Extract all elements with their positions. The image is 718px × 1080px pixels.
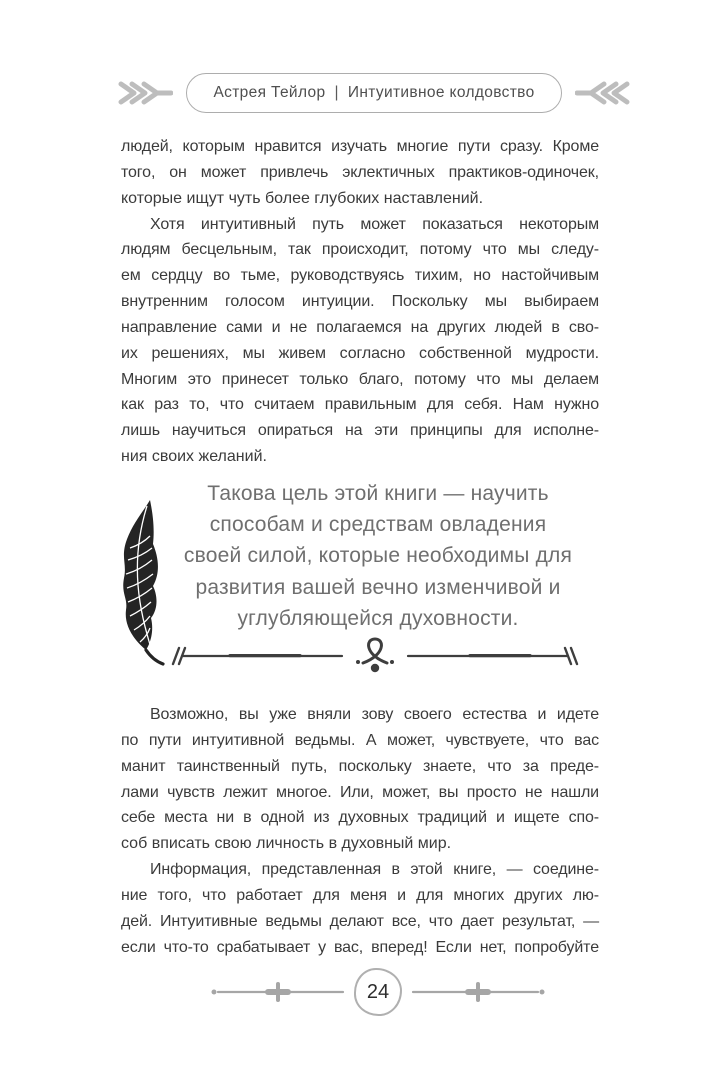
text-line: направление сами и не полагаемся на других людей в сво- <box>121 318 599 336</box>
page-header <box>15 66 718 120</box>
text-line: ния своих желаний. <box>121 448 267 466</box>
text-line: того, он может привлечь эклектичных практиков-одиночек, <box>121 163 599 181</box>
pull-quote <box>158 478 598 634</box>
arrow-fletching-right-icon <box>575 78 631 108</box>
text-line: лами чувств лежит многое. Или, может, вы просто не нашли <box>121 783 599 801</box>
text-line: как раз то, что считаем правильным для себя. Нам нужно <box>121 396 599 414</box>
paragraph <box>121 212 599 470</box>
quote-line: углубляющейся духовности. <box>237 606 519 630</box>
text-line: ем сердцу во тьме, руководствуясь тихим, но настойчивым <box>121 267 599 285</box>
text-line: если что-то срабатывает у вас, вперед! Если нет, попробуйте <box>121 938 599 956</box>
text-line: внутренним голосом интуиции. Поскольку мы выбираем <box>121 293 599 311</box>
text-line: ние того, что работает для меня и для многих других лю- <box>121 886 599 904</box>
text-line: Многим это принесет только благо, потому что мы делаем <box>121 370 599 388</box>
text-line: людям бесцельным, так происходит, потому что мы следу- <box>121 241 599 259</box>
text-line: Возможно, вы уже вняли зову своего естества и идете <box>150 706 599 723</box>
divider-ornament-icon <box>170 636 580 676</box>
page-number-circle <box>354 968 402 1016</box>
running-head-pill <box>186 73 561 113</box>
paragraph <box>121 857 599 960</box>
page-footer <box>19 962 718 1022</box>
quote-line: способам и средствам овладения <box>209 513 547 537</box>
paragraph <box>121 134 599 212</box>
text-line: Информация, представленная в этой книге, — соедине- <box>150 861 599 879</box>
text-line: людей, которым нравится изучать многие пути сразу. Кроме <box>121 138 599 155</box>
text-line: себе места ни в одной из духовных традиций и ищете спо- <box>121 809 599 827</box>
paragraph <box>121 702 599 857</box>
text-line: их решениях, мы живем согласно собственной мудрости. <box>121 344 599 362</box>
page-body-upper <box>121 134 599 470</box>
text-line: соб вписать свою личность в духовный мир. <box>121 835 452 853</box>
page-number: 24 <box>366 980 390 1003</box>
quote-line: своей силой, которые необходимы для <box>183 544 573 568</box>
running-head-separator: | <box>334 84 339 101</box>
footer-ornament-right-icon <box>411 979 546 1005</box>
text-line: дей. Интуитивные ведьмы делают все, что дает результат, — <box>121 912 599 930</box>
quote-line: Такова цель этой книги — научить <box>207 482 549 505</box>
text-line: Хотя интуитивный путь может показаться некоторым <box>150 215 599 233</box>
footer-ornament-left-icon <box>210 979 345 1005</box>
text-line: лишь научиться опираться на эти принципы для исполне- <box>121 422 599 440</box>
running-head-title: Интуитивное колдовство <box>347 84 535 101</box>
text-line: по пути интуитивной ведьмы. А может, чувствуете, что вас <box>121 731 599 749</box>
text-line: которые ищут чуть более глубоких наставлений. <box>121 189 484 207</box>
quote-line: развития вашей вечно изменчивой и <box>195 575 561 599</box>
text-line: манит таинственный путь, поскольку знаете, что за преде- <box>121 757 599 775</box>
page-body-lower <box>121 702 599 960</box>
arrow-fletching-left-icon <box>117 78 173 108</box>
running-head-author: Астрея Тейлор <box>213 84 326 101</box>
